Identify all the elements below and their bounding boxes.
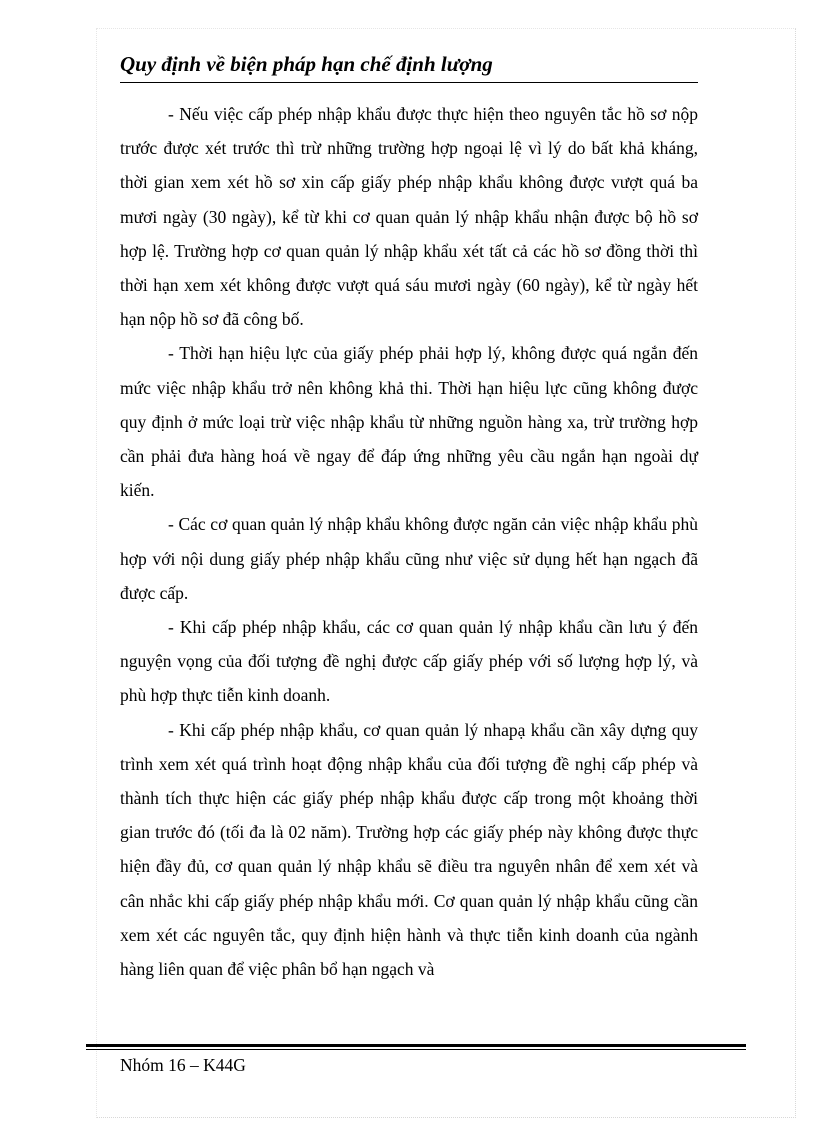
footer-divider [86,1044,746,1050]
paragraph-processing-time: - Nếu việc cấp phép nhập khẩu được thực hiện theo nguyên tắc hồ sơ nộp trước được xét trước thì trừ những trường hợp ngoại lệ vì lý do bất khả kháng, thời gian xem xét hồ sơ xin cấp giấy phép nhập khẩu không được vượt quá ba mươi ngày (30 ngày), kể từ khi cơ quan quản lý nhập khẩu nhận được bộ hồ sơ hợp lệ. Trường hợp cơ quan quản lý nhập khẩu xét tất cả các hồ sơ đồng thời thì thời hạn xem xét không được vượt quá sáu mươi ngày (60 ngày), kể từ ngày hết hạn nộp hồ sơ đã công bố. [120,104,698,330]
footer-group-label: Nhóm 16 – K44G [120,1055,246,1075]
document-body [120,97,698,986]
paragraph-reasonable-quantity: - Khi cấp phép nhập khẩu, các cơ quan quản lý nhập khẩu cần lưu ý đến nguyện vọng của đối tượng đề nghị được cấp giấy phép với số lượng hợp lý, và phù hợp thực tiễn kinh doanh. [120,617,698,706]
paragraph-license-validity: - Thời hạn hiệu lực của giấy phép phải hợp lý, không được quá ngắn đến mức việc nhập khẩu trở nên không khả thi. Thời hạn hiệu lực cũng không được quy định ở mức loại trừ việc nhập khẩu từ những nguồn hàng xa, trừ trường hợp cần phải đưa hàng hoá về ngay để đáp ứng những yêu cầu ngắn hạn ngoài dự kiến. [120,343,698,501]
paragraph-no-obstruction: - Các cơ quan quản lý nhập khẩu không được ngăn cản việc nhập khẩu phù hợp với nội dung giấy phép nhập khẩu cũng như việc sử dụng hết hạn ngạch đã được cấp. [120,514,698,603]
page-title: Quy định về biện pháp hạn chế định lượng [120,52,493,76]
paragraph-review-process: - Khi cấp phép nhập khẩu, cơ quan quản lý nhapạ khẩu cần xây dựng quy trình xem xét quá trình hoạt động nhập khẩu của đối tượng đề nghị cấp phép và thành tích thực hiện các giấy phép nhập khẩu được cấp trong một khoảng thời gian trước đó (tối đa là 02 năm). Trường hợp các giấy phép này không được thực hiện đầy đủ, cơ quan quản lý nhập khẩu sẽ điều tra nguyên nhân để xem xét và cân nhắc khi cấp giấy phép nhập khẩu mới. Cơ quan quản lý nhập khẩu cũng cần xem xét các nguyên tắc, quy định hiện hành và thực tiễn kinh doanh của ngành hàng liên quan để việc phân bổ hạn ngạch và [120,719,698,980]
page-header [120,50,698,83]
